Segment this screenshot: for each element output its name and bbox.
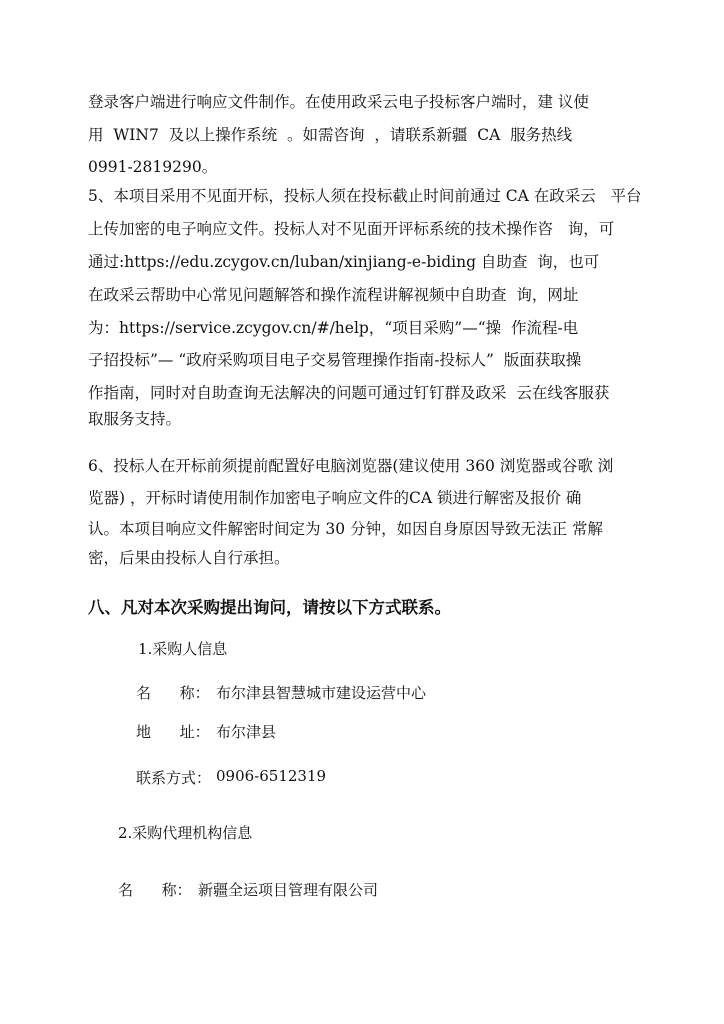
purchaser-contact-label: 联系方式： <box>136 769 212 787</box>
agency-info-title: 2.采购代理机构信息 <box>118 824 253 842</box>
purchaser-address-label: 地 址： <box>136 723 210 741</box>
text-line: 作指南，同时对自助查询无法解决的问题可通过钉钉群及政采 云在线客服获 <box>88 384 610 402</box>
text-line: 5、本项目采用不见面开标，投标人须在投标截止时间前通过 CA 在政采云 平台 <box>88 187 642 205</box>
purchaser-contact-value: 0906-6512319 <box>216 767 327 785</box>
text-line: 认。本项目响应文件解密时间定为 30 分钟，如因自身原因导致无法正 常解 <box>88 520 604 538</box>
text-line: 子招投标”— “政府采购项目电子交易管理操作指南-投标人” 版面获取操 <box>88 351 582 369</box>
text-line: 为：https://service.zcygov.cn/#/help，“项目采购”—“操 作流程-电 <box>88 319 579 337</box>
text-line: 在政采云帮助中心常见问题解答和操作流程讲解视频中自助查 询，网址 <box>88 286 579 304</box>
text-line: 通过:https://edu.zcygov.cn/luban/xinjiang-e-biding 自助查 询，也可 <box>88 253 600 271</box>
agency-name-value: 新疆全运项目管理有限公司 <box>198 881 379 899</box>
section-heading: 八、凡对本次采购提出询问，请按以下方式联系。 <box>88 598 451 617</box>
text-line: 上传加密的电子响应文件。投标人对不见面开评标系统的技术操作咨 询，可 <box>88 220 615 238</box>
purchaser-address-value: 布尔津县 <box>216 723 277 741</box>
text-line: 取服务支持。 <box>88 410 182 428</box>
text-line: 0991-2819290。 <box>88 158 218 176</box>
text-line: 用 WIN7 及以上操作系统 。如需咨询 ，请联系新疆 CA 服务热线 <box>88 126 573 144</box>
agency-name-label: 名 称： <box>118 881 192 899</box>
text-line: 览器) ，开标时请使用制作加密电子响应文件的CA 锁进行解密及报价 确 <box>88 489 582 507</box>
purchaser-info-title: 1.采购人信息 <box>138 640 228 658</box>
text-line: 登录客户端进行响应文件制作。在使用政采云电子投标客户端时，建 议使 <box>88 93 589 111</box>
text-line: 密，后果由投标人自行承担。 <box>88 549 290 567</box>
purchaser-name-value: 布尔津县智慧城市建设运营中心 <box>216 684 427 702</box>
purchaser-name-label: 名 称： <box>136 684 210 702</box>
text-line: 6、投标人在开标前须提前配置好电脑浏览器(建议使用 360 浏览器或谷歌 浏 <box>88 457 614 475</box>
